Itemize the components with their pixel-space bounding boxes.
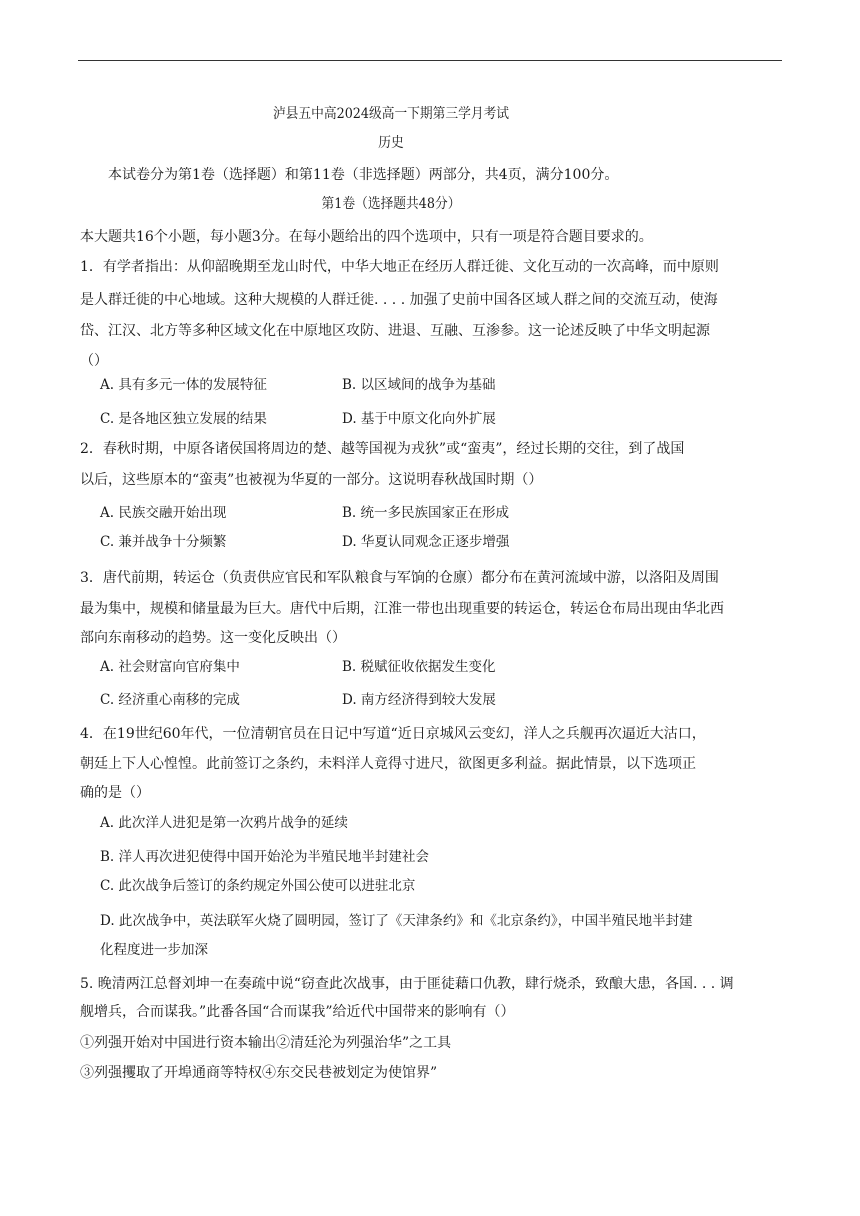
question-stem-line: 是人群迁徙的中心地域。这种大规模的人群迁徙. . . . 加强了史前中国各区域人群之间的交流互动，使海	[80, 292, 718, 308]
question-stem-line: 4．在19世纪60年代，一位清朝官员在日记中写道“近日京城风云变幻，洋人之兵舰再次逼近大沽口，	[80, 726, 706, 742]
question-stem-line: 3．唐代前期，转运仓（负责供应官民和军队粮食与军饷的仓廪）都分布在黄河流域中游，以洛阳及周围	[80, 570, 719, 586]
question-stem-line: 以后，这些原本的“蛮夷”也被视为华夏的一部分。这说明春秋战国时期（）	[80, 472, 543, 488]
option-a: A. 具有多元一体的发展特征	[100, 377, 267, 393]
exam-intro: 本试卷分为第1卷（选择题）和第11卷（非选择题）两部分，共4页，满分100分。	[108, 167, 619, 183]
question-stem-line: 舰增兵，合而谋我。”此番各国“合而谋我”给近代中国带来的影响有（）	[80, 1004, 515, 1020]
question-item-line: ①列强开始对中国进行资本输出②清廷沦为列强治华”之工具	[80, 1035, 452, 1051]
option-c: C. 是各地区独立发展的结果	[100, 411, 267, 427]
exam-title: 泸县五中高2024级高一下期第三学月考试	[272, 106, 510, 122]
option-b: B. 以区域间的战争为基础	[342, 377, 496, 393]
question-stem-line: 1．有学者指出：从仰韶晚期至龙山时代，中华大地正在经历人群迁徙、文化互动的一次高峰，而中原则	[80, 259, 719, 275]
option-a: A. 民族交融开始出现	[100, 505, 227, 521]
option-b: B. 洋人再次进犯使得中国开始沦为半殖民地半封建社会	[100, 849, 430, 865]
question-item-line: ③列强攫取了开埠通商等特权④东交民巷被划定为使馆界”	[80, 1065, 438, 1081]
section-title: 第1卷（选择题共48分）	[321, 196, 461, 212]
subject-title: 历史	[378, 135, 404, 151]
option-b: B. 税赋征收依据发生变化	[342, 659, 496, 675]
section-instructions: 本大题共16个小题，每小题3分。在每小题给出的四个选项中，只有一项是符合题目要求的。	[80, 229, 653, 245]
option-d: D. 此次战争中，英法联军火烧了圆明园，签订了《天津条约》和《北京条约》，中国半殖民地半封建	[100, 913, 693, 929]
question-stem-line: 2．春秋时期，中原各诸侯国将周边的楚、越等国视为戎狄”或“蛮夷”，经过长期的交往，到了战国	[80, 441, 685, 457]
option-c: C. 兼并战争十分频繁	[100, 534, 227, 550]
option-d: D. 南方经济得到较大发展	[342, 692, 496, 708]
question-stem-line: 朝廷上下人心惶惶。此前签订之条约，未料洋人竟得寸进尺，欲图更多利益。据此情景，以下选项正	[80, 756, 696, 772]
question-stem-line: （）	[80, 353, 108, 369]
option-d: D. 华夏认同观念正逐步增强	[342, 534, 510, 550]
option-a: A. 社会财富向官府集中	[100, 659, 240, 675]
question-stem-line: 岱、江汉、北方等多种区域文化在中原地区攻防、进退、互融、互渗参。这一论述反映了中华文明起源	[80, 323, 710, 339]
option-b: B. 统一多民族国家正在形成	[342, 505, 510, 521]
question-stem-line: 部向东南移动的趋势。这一变化反映出（）	[80, 630, 346, 646]
question-stem-line: 确的是（）	[80, 785, 150, 801]
question-stem-line: 5. 晚清两江总督刘坤一在奏疏中说“窃查此次战事，由于匪徒藉口仇教，肆行烧杀，致酿大患，各国. . . 调	[80, 976, 734, 992]
question-stem-line: 最为集中，规模和储量最为巨大。唐代中后期，江淮一带也出现重要的转运仓，转运仓布局出现由华北西	[80, 601, 724, 617]
option-d-continued: 化程度进一步加深	[100, 942, 208, 958]
option-c: C. 此次战争后签订的条约规定外国公使可以进驻北京	[100, 878, 416, 894]
header-rule	[78, 60, 782, 61]
option-a: A. 此次洋人进犯是第一次鸦片战争的延续	[100, 815, 348, 831]
option-c: C. 经济重心南移的完成	[100, 692, 240, 708]
option-d: D. 基于中原文化向外扩展	[342, 411, 496, 427]
